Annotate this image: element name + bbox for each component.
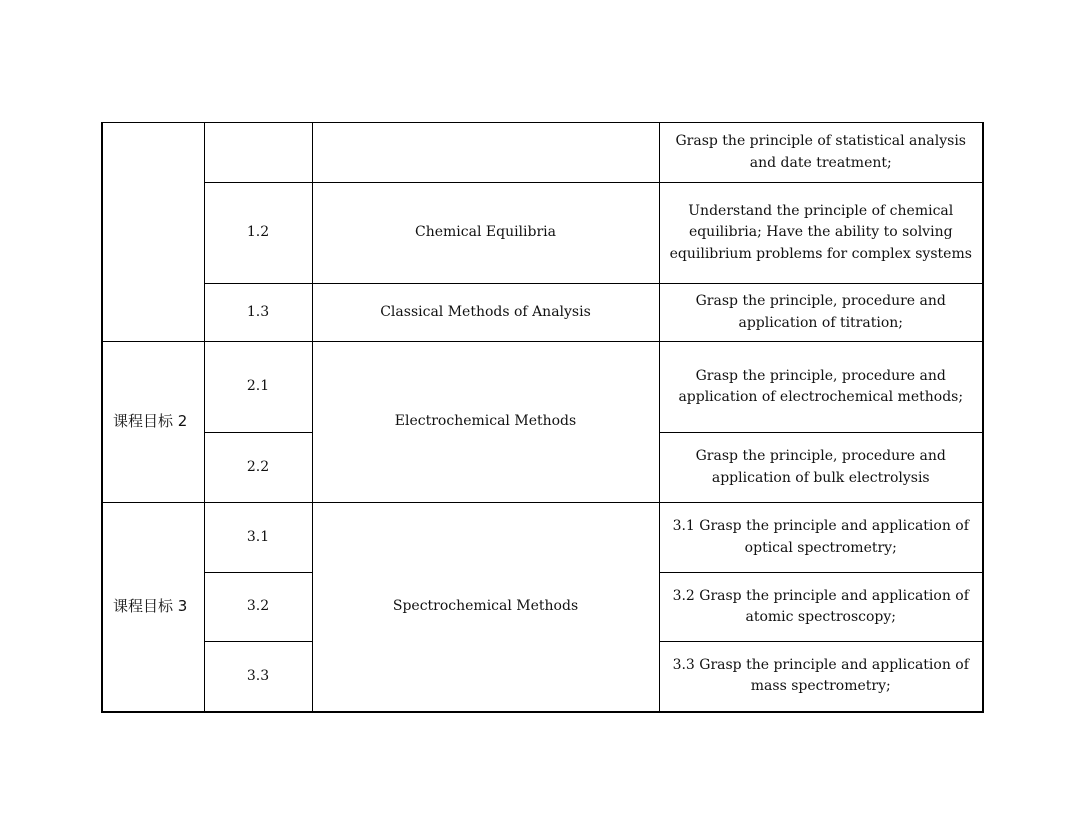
section-number-cell: 3.2 bbox=[204, 573, 312, 642]
table-row bbox=[102, 123, 983, 183]
requirement-cell: Understand the principle of chemical equilibria; Have the ability to solving equilibrium problems for complex systems bbox=[659, 183, 983, 284]
section-number-cell: 3.1 bbox=[204, 503, 312, 573]
goal-cell-1 bbox=[102, 123, 204, 342]
requirement-cell: Grasp the principle of statistical analysis and date treatment; bbox=[659, 123, 983, 183]
requirement-cell: Grasp the principle, procedure and application of titration; bbox=[659, 284, 983, 342]
table-row bbox=[102, 183, 983, 284]
section-number-cell: 1.3 bbox=[204, 284, 312, 342]
topic-cell bbox=[312, 123, 659, 183]
requirement-cell: 3.2 Grasp the principle and application of atomic spectroscopy; bbox=[659, 573, 983, 642]
goal-cell-3: 课程目标 3 bbox=[102, 503, 204, 712]
topic-cell: Chemical Equilibria bbox=[312, 183, 659, 284]
requirement-cell: Grasp the principle, procedure and application of electrochemical methods; bbox=[659, 342, 983, 433]
topic-cell: Classical Methods of Analysis bbox=[312, 284, 659, 342]
requirement-cell: 3.1 Grasp the principle and application of optical spectrometry; bbox=[659, 503, 983, 573]
table-row bbox=[102, 503, 983, 573]
section-number-cell: 1.2 bbox=[204, 183, 312, 284]
topic-cell: Electrochemical Methods bbox=[312, 342, 659, 503]
topic-cell: Spectrochemical Methods bbox=[312, 503, 659, 712]
goal-cell-2: 课程目标 2 bbox=[102, 342, 204, 503]
requirement-cell: Grasp the principle, procedure and application of bulk electrolysis bbox=[659, 433, 983, 503]
section-number-cell: 2.2 bbox=[204, 433, 312, 503]
course-objectives-table bbox=[101, 122, 984, 713]
table-row bbox=[102, 342, 983, 433]
section-number-cell: 3.3 bbox=[204, 642, 312, 712]
section-number-cell bbox=[204, 123, 312, 183]
table-row bbox=[102, 284, 983, 342]
section-number-cell: 2.1 bbox=[204, 342, 312, 433]
requirement-cell: 3.3 Grasp the principle and application of mass spectrometry; bbox=[659, 642, 983, 712]
